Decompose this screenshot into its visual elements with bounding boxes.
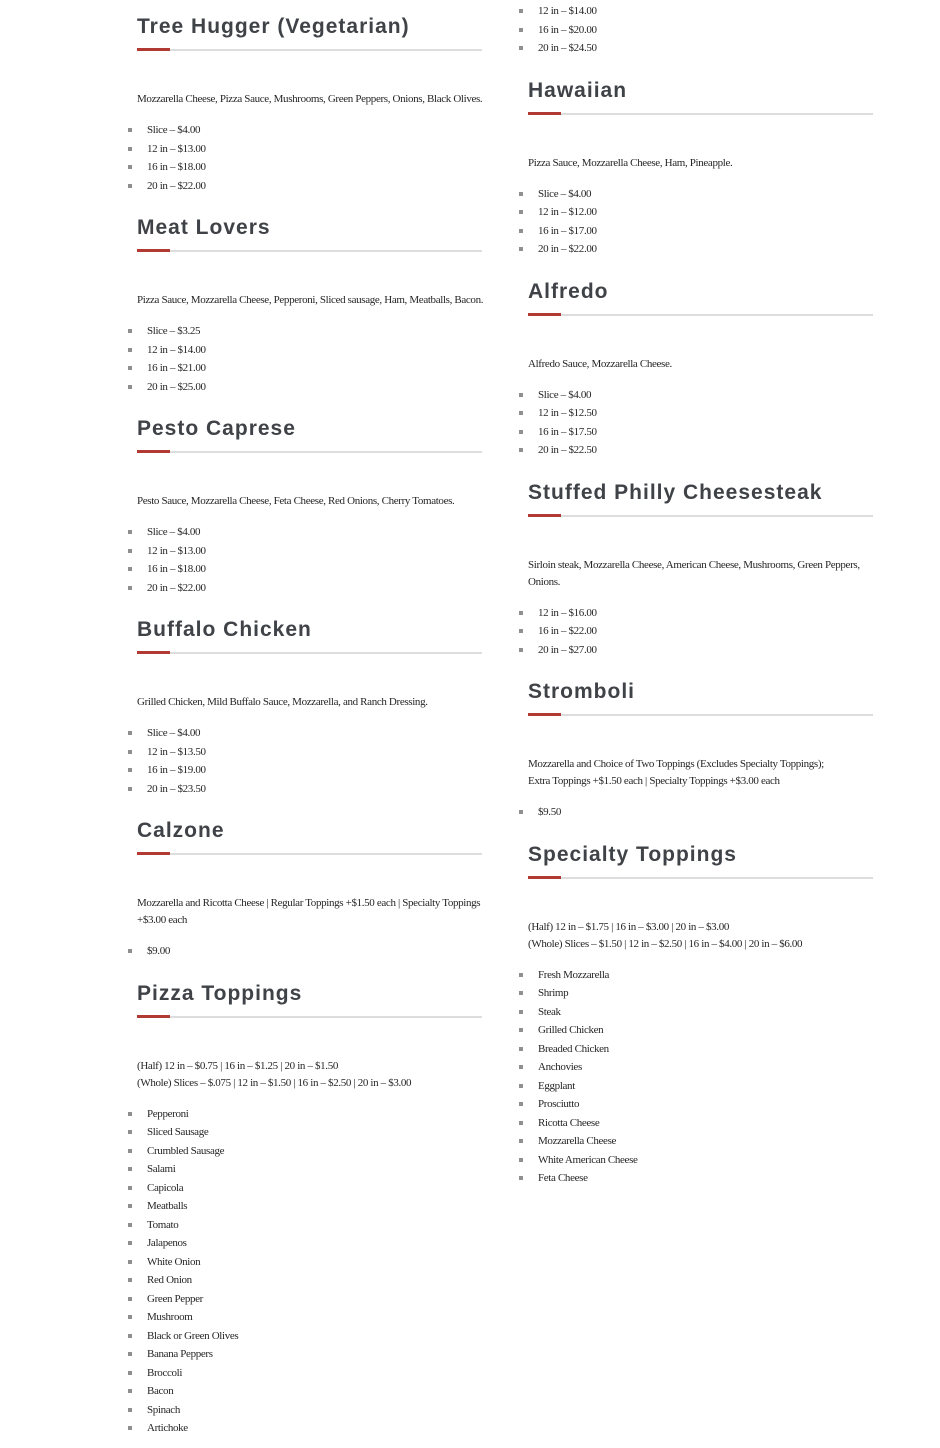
section-title: Pesto Caprese bbox=[137, 417, 296, 440]
section-divider bbox=[528, 112, 873, 115]
section-description bbox=[137, 694, 482, 711]
menu-section bbox=[137, 215, 482, 396]
list-item-text: Broccoli bbox=[147, 1366, 183, 1379]
list-item bbox=[528, 1040, 873, 1059]
list-item bbox=[528, 2, 873, 21]
section-title: Meat Lovers bbox=[137, 216, 271, 239]
list-item bbox=[528, 1114, 873, 1133]
list-item-text: 16 in – $22.00 bbox=[538, 625, 597, 638]
list-item-text: 12 in – $14.00 bbox=[538, 5, 597, 18]
list-item-text: 20 in – $22.00 bbox=[147, 581, 206, 594]
menu-section bbox=[137, 617, 482, 798]
list-item-text: White American Cheese bbox=[538, 1153, 638, 1166]
divider-accent bbox=[137, 450, 170, 453]
divider-accent bbox=[137, 1015, 170, 1018]
list-item bbox=[137, 1160, 482, 1179]
section-title: Calzone bbox=[137, 819, 225, 842]
square-bullet-icon bbox=[128, 1315, 132, 1319]
square-bullet-icon bbox=[128, 731, 132, 735]
square-bullet-icon bbox=[128, 586, 132, 590]
list-item bbox=[528, 604, 873, 623]
list-item bbox=[137, 177, 482, 196]
list-item-text: Fresh Mozzarella bbox=[538, 968, 610, 981]
square-bullet-icon bbox=[519, 28, 523, 32]
square-bullet-icon bbox=[519, 991, 523, 995]
square-bullet-icon bbox=[128, 128, 132, 132]
list-item-text: 20 in – $27.00 bbox=[538, 643, 597, 656]
list-item bbox=[137, 322, 482, 341]
list-item bbox=[137, 341, 482, 360]
square-bullet-icon bbox=[128, 184, 132, 188]
list-item bbox=[137, 1327, 482, 1346]
list-item-text: Eggplant bbox=[538, 1079, 575, 1092]
list-item bbox=[528, 21, 873, 40]
list-item bbox=[528, 203, 873, 222]
list-item bbox=[137, 1290, 482, 1309]
list-item-text: Red Onion bbox=[147, 1274, 192, 1287]
description-line: (Whole) Slices – $.075 | 12 in – $1.50 | 16 in – $2.50 | 20 in – $3.00 bbox=[137, 1076, 412, 1089]
list-item-text: 16 in – $19.00 bbox=[147, 764, 206, 777]
square-bullet-icon bbox=[128, 949, 132, 953]
list-item-text: Slice – $3.25 bbox=[147, 325, 201, 338]
square-bullet-icon bbox=[128, 147, 132, 151]
section-description bbox=[528, 356, 873, 373]
list-item-text: Anchovies bbox=[538, 1061, 582, 1074]
list-item bbox=[528, 1095, 873, 1114]
description-line: Onions. bbox=[528, 575, 561, 588]
square-bullet-icon bbox=[519, 247, 523, 251]
list-item bbox=[528, 1021, 873, 1040]
square-bullet-icon bbox=[519, 448, 523, 452]
description-line: Extra Toppings +$1.50 each | Specialty Toppings +$3.00 each bbox=[528, 775, 780, 787]
section-title: Tree Hugger (Vegetarian) bbox=[137, 15, 410, 38]
list-item-text: Slice – $4.00 bbox=[147, 526, 201, 539]
list-item-text: Slice – $4.00 bbox=[147, 124, 201, 137]
square-bullet-icon bbox=[519, 192, 523, 196]
list-item-text: White Onion bbox=[147, 1255, 201, 1268]
list-item bbox=[137, 1179, 482, 1198]
list-item-text: 12 in – $16.00 bbox=[538, 606, 597, 619]
section-description bbox=[528, 919, 873, 953]
square-bullet-icon bbox=[128, 329, 132, 333]
section-title: Stuffed Philly Cheesesteak bbox=[528, 480, 823, 504]
list-item-text: 12 in – $12.50 bbox=[538, 407, 597, 420]
item-list bbox=[528, 185, 873, 259]
divider-line bbox=[528, 314, 873, 316]
square-bullet-icon bbox=[519, 411, 523, 415]
list-item-text: Slice – $4.00 bbox=[147, 727, 201, 740]
square-bullet-icon bbox=[519, 1102, 523, 1106]
list-item bbox=[137, 359, 482, 378]
list-item bbox=[137, 1197, 482, 1216]
menu-section bbox=[528, 842, 873, 1188]
list-item-text: Grilled Chicken bbox=[538, 1024, 604, 1037]
item-list bbox=[137, 724, 482, 798]
list-item bbox=[528, 441, 873, 460]
square-bullet-icon bbox=[128, 1278, 132, 1282]
list-item bbox=[137, 121, 482, 140]
square-bullet-icon bbox=[128, 1112, 132, 1116]
list-item-text: 12 in – $13.00 bbox=[147, 142, 206, 155]
list-item bbox=[137, 724, 482, 743]
section-divider bbox=[137, 249, 482, 252]
list-item bbox=[137, 1234, 482, 1253]
square-bullet-icon bbox=[128, 165, 132, 169]
list-item-text: 16 in – $17.50 bbox=[538, 425, 597, 438]
list-item-text: 20 in – $24.50 bbox=[538, 42, 597, 55]
list-item bbox=[528, 1132, 873, 1151]
description-line: Alfredo Sauce, Mozzarella Cheese. bbox=[528, 357, 672, 370]
square-bullet-icon bbox=[128, 1186, 132, 1190]
section-description bbox=[528, 155, 873, 172]
menu-section bbox=[137, 14, 482, 195]
list-item bbox=[528, 404, 873, 423]
square-bullet-icon bbox=[128, 1297, 132, 1301]
square-bullet-icon bbox=[519, 1047, 523, 1051]
list-item bbox=[137, 761, 482, 780]
section-description bbox=[528, 557, 873, 591]
section-divider bbox=[528, 514, 873, 517]
divider-line bbox=[528, 877, 873, 879]
divider-line bbox=[137, 652, 482, 654]
list-item-text: Artichoke bbox=[147, 1422, 188, 1435]
square-bullet-icon bbox=[519, 210, 523, 214]
section-divider bbox=[528, 876, 873, 879]
list-item bbox=[528, 641, 873, 660]
square-bullet-icon bbox=[128, 1408, 132, 1412]
square-bullet-icon bbox=[519, 46, 523, 50]
section-title: Alfredo bbox=[528, 279, 609, 303]
section-title: Specialty Toppings bbox=[528, 842, 737, 866]
list-item bbox=[137, 743, 482, 762]
divider-line bbox=[137, 250, 482, 252]
section-divider bbox=[137, 48, 482, 51]
list-item bbox=[137, 560, 482, 579]
list-item-text: 20 in – $22.00 bbox=[538, 243, 597, 256]
list-item-text: $9.00 bbox=[147, 945, 171, 958]
section-description bbox=[137, 895, 482, 929]
square-bullet-icon bbox=[128, 1223, 132, 1227]
section-divider bbox=[137, 852, 482, 855]
list-item-text: Slice – $4.00 bbox=[538, 187, 592, 200]
section-divider bbox=[528, 713, 873, 716]
description-line: (Whole) Slices – $1.50 | 12 in – $2.50 | 16 in – $4.00 | 20 in – $6.00 bbox=[528, 937, 803, 950]
list-item bbox=[137, 1253, 482, 1272]
list-item-text: Capicola bbox=[147, 1181, 184, 1194]
list-item-text: Sliced Sausage bbox=[147, 1126, 209, 1139]
list-item-text: Ricotta Cheese bbox=[538, 1116, 600, 1129]
list-item bbox=[137, 523, 482, 542]
list-item-text: Pepperoni bbox=[147, 1107, 189, 1120]
list-item bbox=[528, 1169, 873, 1188]
menu-section bbox=[528, 2, 873, 58]
list-item bbox=[137, 780, 482, 799]
list-item-text: Bacon bbox=[147, 1385, 174, 1398]
square-bullet-icon bbox=[519, 1176, 523, 1180]
divider-accent bbox=[137, 651, 170, 654]
description-line: Pizza Sauce, Mozzarella Cheese, Pepperoni, Sliced sausage, Ham, Meatballs, Bacon. bbox=[137, 294, 484, 306]
square-bullet-icon bbox=[519, 1139, 523, 1143]
list-item bbox=[137, 1142, 482, 1161]
square-bullet-icon bbox=[128, 1334, 132, 1338]
list-item-text: Tomato bbox=[147, 1218, 179, 1231]
menu-section bbox=[137, 981, 482, 1438]
list-item bbox=[528, 1151, 873, 1170]
square-bullet-icon bbox=[519, 393, 523, 397]
list-item bbox=[137, 1271, 482, 1290]
square-bullet-icon bbox=[128, 768, 132, 772]
square-bullet-icon bbox=[128, 348, 132, 352]
square-bullet-icon bbox=[519, 1158, 523, 1162]
description-line: Pizza Sauce, Mozzarella Cheese, Ham, Pineapple. bbox=[528, 156, 733, 169]
square-bullet-icon bbox=[128, 385, 132, 389]
item-list bbox=[528, 386, 873, 460]
list-item-text: 16 in – $20.00 bbox=[538, 23, 597, 36]
square-bullet-icon bbox=[128, 549, 132, 553]
list-item-text: Salami bbox=[147, 1163, 176, 1176]
list-item bbox=[137, 140, 482, 159]
square-bullet-icon bbox=[128, 1260, 132, 1264]
list-item bbox=[528, 240, 873, 259]
description-line: Sirloin steak, Mozzarella Cheese, American Cheese, Mushrooms, Green Peppers, bbox=[528, 558, 860, 571]
square-bullet-icon bbox=[128, 1389, 132, 1393]
menu-section bbox=[137, 818, 482, 961]
square-bullet-icon bbox=[519, 229, 523, 233]
list-item-text: $9.50 bbox=[538, 806, 562, 819]
list-item-text: 20 in – $22.00 bbox=[147, 179, 206, 192]
list-item-text: 20 in – $23.50 bbox=[147, 782, 206, 795]
square-bullet-icon bbox=[128, 1371, 132, 1375]
list-item bbox=[137, 542, 482, 561]
square-bullet-icon bbox=[519, 1084, 523, 1088]
list-item-text: 12 in – $13.00 bbox=[147, 544, 206, 557]
list-item bbox=[137, 942, 482, 961]
section-description bbox=[137, 292, 482, 309]
list-item bbox=[528, 966, 873, 985]
section-title: Pizza Toppings bbox=[137, 981, 303, 1005]
section-title: Stromboli bbox=[528, 680, 635, 703]
menu-section bbox=[137, 416, 482, 597]
list-item-text: 16 in – $18.00 bbox=[147, 161, 206, 174]
section-description bbox=[528, 756, 873, 790]
square-bullet-icon bbox=[519, 430, 523, 434]
list-item-text: 16 in – $17.00 bbox=[538, 224, 597, 237]
list-item-text: 12 in – $13.50 bbox=[147, 745, 206, 758]
list-item bbox=[137, 1364, 482, 1383]
square-bullet-icon bbox=[519, 1121, 523, 1125]
divider-accent bbox=[137, 249, 170, 252]
list-item bbox=[137, 378, 482, 397]
menu-section bbox=[528, 279, 873, 460]
square-bullet-icon bbox=[128, 1352, 132, 1356]
divider-accent bbox=[528, 514, 561, 517]
list-item bbox=[137, 1382, 482, 1401]
item-list bbox=[137, 1105, 482, 1438]
list-item bbox=[137, 1105, 482, 1124]
description-line: Mozzarella and Choice of Two Toppings (Excludes Specialty Toppings); bbox=[528, 758, 824, 770]
list-item-text: Green Pepper bbox=[147, 1292, 203, 1305]
list-item-text: Steak bbox=[538, 1005, 561, 1018]
section-description bbox=[137, 1058, 482, 1092]
section-divider bbox=[137, 1015, 482, 1018]
description-line: (Half) 12 in – $0.75 | 16 in – $1.25 | 20 in – $1.50 bbox=[137, 1059, 338, 1072]
list-item-text: Feta Cheese bbox=[538, 1172, 588, 1185]
section-divider bbox=[528, 313, 873, 316]
square-bullet-icon bbox=[128, 787, 132, 791]
square-bullet-icon bbox=[519, 629, 523, 633]
list-item bbox=[137, 1216, 482, 1235]
list-item-text: Jalapenos bbox=[147, 1237, 187, 1250]
description-line: +$3.00 each bbox=[137, 914, 188, 926]
square-bullet-icon bbox=[128, 1426, 132, 1430]
list-item bbox=[137, 579, 482, 598]
description-line: Pesto Sauce, Mozzarella Cheese, Feta Cheese, Red Onions, Cherry Tomatoes. bbox=[137, 495, 455, 507]
item-list bbox=[528, 966, 873, 1188]
square-bullet-icon bbox=[519, 810, 523, 814]
item-list bbox=[137, 942, 482, 961]
list-item-text: Slice – $4.00 bbox=[538, 388, 592, 401]
square-bullet-icon bbox=[519, 973, 523, 977]
menu-section bbox=[528, 78, 873, 259]
section-description bbox=[137, 493, 482, 510]
list-item-text: 20 in – $25.00 bbox=[147, 380, 206, 393]
square-bullet-icon bbox=[128, 1204, 132, 1208]
list-item bbox=[528, 1077, 873, 1096]
square-bullet-icon bbox=[519, 611, 523, 615]
menu-section bbox=[528, 679, 873, 822]
square-bullet-icon bbox=[519, 1028, 523, 1032]
square-bullet-icon bbox=[128, 750, 132, 754]
section-divider bbox=[137, 450, 482, 453]
section-title: Buffalo Chicken bbox=[137, 618, 312, 641]
divider-accent bbox=[137, 48, 170, 51]
divider-accent bbox=[137, 852, 170, 855]
list-item-text: Mozzarella Cheese bbox=[538, 1135, 617, 1148]
description-line: (Half) 12 in – $1.75 | 16 in – $3.00 | 20 in – $3.00 bbox=[528, 920, 729, 933]
list-item bbox=[528, 386, 873, 405]
divider-line bbox=[137, 49, 482, 51]
menu-section bbox=[528, 480, 873, 660]
list-item bbox=[528, 984, 873, 1003]
list-item bbox=[137, 1345, 482, 1364]
square-bullet-icon bbox=[128, 1241, 132, 1245]
divider-accent bbox=[528, 713, 561, 716]
item-list bbox=[137, 121, 482, 195]
list-item-text: Breaded Chicken bbox=[538, 1042, 609, 1055]
list-item-text: Meatballs bbox=[147, 1200, 188, 1213]
square-bullet-icon bbox=[128, 1130, 132, 1134]
divider-line bbox=[137, 1016, 482, 1018]
list-item-text: Shrimp bbox=[538, 987, 569, 1000]
description-line: Mozzarella and Ricotta Cheese | Regular Toppings +$1.50 each | Specialty Toppings bbox=[137, 897, 481, 909]
list-item bbox=[528, 622, 873, 641]
divider-line bbox=[137, 451, 482, 453]
divider-accent bbox=[528, 313, 561, 316]
list-item-text: Crumbled Sausage bbox=[147, 1144, 225, 1157]
item-list bbox=[528, 2, 873, 58]
square-bullet-icon bbox=[128, 1149, 132, 1153]
list-item bbox=[528, 39, 873, 58]
list-item-text: 12 in – $14.00 bbox=[147, 343, 206, 356]
list-item-text: 16 in – $21.00 bbox=[147, 362, 206, 375]
list-item bbox=[137, 1308, 482, 1327]
divider-accent bbox=[528, 112, 561, 115]
divider-line bbox=[528, 113, 873, 115]
list-item-text: 16 in – $18.00 bbox=[147, 563, 206, 576]
description-line: Grilled Chicken, Mild Buffalo Sauce, Mozzarella, and Ranch Dressing. bbox=[137, 696, 428, 708]
list-item bbox=[528, 1003, 873, 1022]
list-item bbox=[528, 803, 873, 822]
square-bullet-icon bbox=[519, 1065, 523, 1069]
list-item-text: 20 in – $22.50 bbox=[538, 444, 597, 457]
list-item bbox=[528, 185, 873, 204]
list-item-text: Prosciutto bbox=[538, 1098, 580, 1111]
list-item bbox=[528, 1058, 873, 1077]
square-bullet-icon bbox=[519, 9, 523, 13]
item-list bbox=[137, 322, 482, 396]
divider-line bbox=[528, 714, 873, 716]
list-item-text: Black or Green Olives bbox=[147, 1329, 239, 1342]
item-list bbox=[528, 604, 873, 660]
list-item bbox=[137, 158, 482, 177]
menu-column-right bbox=[528, 0, 873, 1208]
list-item bbox=[528, 423, 873, 442]
list-item bbox=[137, 1401, 482, 1420]
section-title: Hawaiian bbox=[528, 78, 628, 102]
item-list bbox=[528, 803, 873, 822]
divider-accent bbox=[528, 876, 561, 879]
divider-line bbox=[528, 515, 873, 517]
item-list bbox=[137, 523, 482, 597]
square-bullet-icon bbox=[128, 366, 132, 370]
divider-line bbox=[137, 853, 482, 855]
section-description bbox=[137, 91, 482, 108]
square-bullet-icon bbox=[128, 1167, 132, 1171]
list-item bbox=[137, 1123, 482, 1142]
list-item bbox=[528, 222, 873, 241]
square-bullet-icon bbox=[519, 1010, 523, 1014]
square-bullet-icon bbox=[128, 567, 132, 571]
list-item bbox=[137, 1419, 482, 1438]
list-item-text: Mushroom bbox=[147, 1311, 193, 1324]
menu-column-left bbox=[137, 0, 482, 1448]
square-bullet-icon bbox=[128, 530, 132, 534]
section-divider bbox=[137, 651, 482, 654]
list-item-text: 12 in – $12.00 bbox=[538, 206, 597, 219]
list-item-text: Banana Peppers bbox=[147, 1348, 213, 1361]
description-line: Mozzarella Cheese, Pizza Sauce, Mushrooms, Green Peppers, Onions, Black Olives. bbox=[137, 93, 483, 105]
square-bullet-icon bbox=[519, 648, 523, 652]
list-item-text: Spinach bbox=[147, 1403, 180, 1416]
